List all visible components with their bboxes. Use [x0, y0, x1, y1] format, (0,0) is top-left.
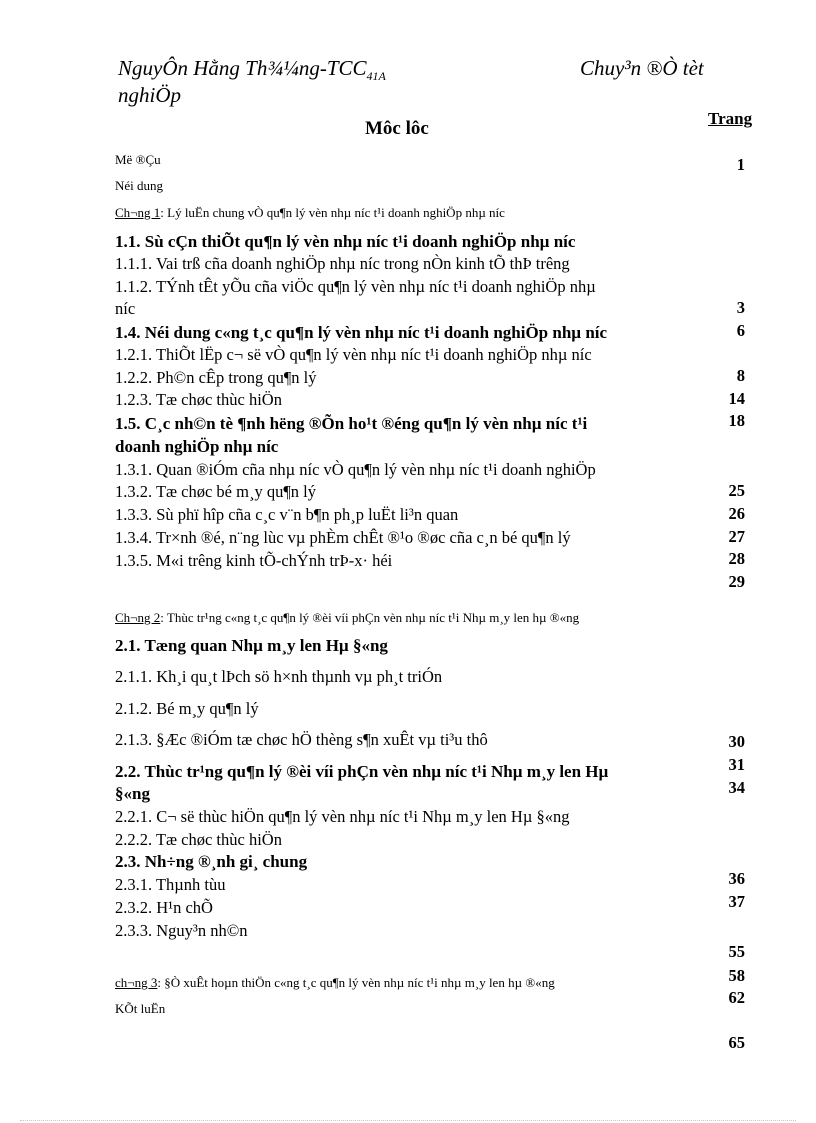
- toc-line: 2.2.2. Tæ chøc thùc hiÖn: [115, 830, 282, 849]
- page-column-label: Trang: [708, 109, 753, 128]
- page-number: 65: [728, 1033, 745, 1052]
- toc-chapter-line: [115, 975, 555, 991]
- page-number: 30: [728, 732, 745, 751]
- toc-chapter-line: [115, 205, 505, 221]
- toc-section: 2.2. Thùc tr¹ng qu¶n lý ®èi víi phÇn vèn nhµ níc t¹i Nhµ m¸y len Hµ: [115, 762, 609, 781]
- toc-section: 1.5. C¸c nh©n tè ¶nh hëng ®Õn ho¹t ®éng qu¶n lý vèn nhµ níc t¹i: [115, 414, 588, 433]
- page-number: 34: [728, 778, 745, 797]
- chapter-label: ch¬ng 3: [115, 975, 158, 990]
- chapter-label: Ch¬ng 2: [115, 610, 161, 625]
- toc-line: 2.3.3. Nguy³n nh©n: [115, 921, 248, 940]
- toc-line: 2.1.2. Bé m¸y qu¶n lý: [115, 699, 259, 718]
- toc-line: 1.3.3. Sù phï hîp cña c¸c v¨n b¶n ph¸p luËt li³n quan: [115, 505, 459, 524]
- page-number: 37: [728, 892, 745, 911]
- page-number: 28: [728, 549, 745, 568]
- toc-line: 1.3.1. Quan ®iÓm cña nhµ níc vÒ qu¶n lý vèn nhµ níc t¹i doanh nghiÖp: [115, 460, 596, 479]
- toc-line: 1.2.2. Ph©n cÊp trong qu¶n lý: [115, 368, 317, 387]
- page-number: 18: [728, 411, 745, 430]
- toc-line: 1.3.4. Tr×nh ®é, n¨ng lùc vµ phÈm chÊt ®¹o ®øc cña c¸n bé qu¶n lý: [115, 528, 571, 547]
- page-number: 62: [728, 988, 745, 1007]
- page-number: 25: [728, 481, 745, 500]
- toc-line: KÕt luËn: [115, 1001, 166, 1016]
- toc-line: níc: [115, 299, 136, 318]
- header-left2: nghiÖp: [118, 83, 181, 107]
- page-number: 58: [728, 966, 745, 985]
- toc-line: 1.1.1. Vai trß cña doanh nghiÖp nhµ níc trong nÒn kinh tÕ thÞ trêng: [115, 254, 570, 273]
- toc-line: 1.3.2. Tæ chøc bé m¸y qu¶n lý: [115, 482, 317, 501]
- chapter-title: : §Ò xuÊt hoµn thiÖn c«ng t¸c qu¶n lý vèn nhµ níc t¹i nhµ m¸y len hµ ®«ng: [157, 975, 555, 990]
- page-number: 55: [728, 942, 745, 961]
- page-number: 26: [728, 504, 745, 523]
- page-number: 31: [728, 755, 745, 774]
- page-number: 27: [728, 527, 745, 546]
- toc-line: Më ®Çu: [115, 152, 161, 167]
- toc-section: doanh nghiÖp nhµ níc: [115, 437, 279, 456]
- header-author-text: NguyÔn Hằng Th¾¼ng-TCC: [118, 56, 367, 80]
- toc-section: 1.4. Néi dung c«ng t¸c qu¶n lý vèn nhµ níc t¹i doanh nghiÖp nhµ níc: [115, 323, 608, 342]
- chapter-title: : Thùc tr¹ng c«ng t¸c qu¶n lý ®èi víi phÇn vèn nhµ níc t¹i Nhµ m¸y len hµ ®«ng: [160, 610, 580, 625]
- toc-line: 2.3.2. H¹n chÕ: [115, 898, 213, 917]
- toc-section: 2.1. Tæng quan Nhµ m¸y len Hµ §«ng: [115, 636, 388, 655]
- toc-line: 1.1.2. TÝnh tÊt yÕu cña viÖc qu¶n lý vèn nhµ níc t¹i doanh nghiÖp nhµ: [115, 277, 596, 296]
- toc-line: 2.3.1. Thµnh tùu: [115, 875, 226, 894]
- toc-section: 2.3. Nh÷ng ®¸nh gi¸ chung: [115, 852, 308, 871]
- page-number: 29: [728, 572, 745, 591]
- page-number: 6: [736, 321, 745, 340]
- toc-line: 1.3.5. M«i trêng kinh tÕ-chÝnh trÞ-x· héi: [115, 551, 393, 570]
- page-number: 1: [736, 155, 745, 174]
- header-author: [118, 56, 386, 84]
- toc-title: Môc lôc: [365, 118, 429, 139]
- page-number: 14: [728, 389, 745, 408]
- header-author-sub: 41A: [366, 69, 386, 84]
- page-number: 8: [736, 366, 745, 385]
- header-right: Chuy³n ®Ò tèt: [580, 56, 704, 80]
- toc-line: Néi dung: [115, 178, 164, 193]
- page-bottom-divider: [20, 1120, 796, 1121]
- toc-line: 1.2.1. ThiÕt lËp c¬ së vÒ qu¶n lý vèn nhµ níc t¹i doanh nghiÖp nhµ níc: [115, 345, 592, 364]
- chapter-title: : Lý luËn chung vÒ qu¶n lý vèn nhµ níc t¹i doanh nghiÖp nhµ níc: [160, 205, 505, 220]
- toc-line: 1.2.3. Tæ chøc thùc hiÖn: [115, 390, 282, 409]
- toc-section: §«ng: [115, 784, 150, 803]
- toc-section: 1.1. Sù cÇn thiÕt qu¶n lý vèn nhµ níc t¹i doanh nghiÖp nhµ níc: [115, 232, 576, 251]
- page-number: 3: [736, 298, 745, 317]
- toc-chapter-line: [115, 610, 579, 626]
- toc-line: 2.2.1. C¬ së thùc hiÖn qu¶n lý vèn nhµ níc t¹i Nhµ m¸y len Hµ §«ng: [115, 807, 570, 826]
- page-number: 36: [728, 869, 745, 888]
- toc-line: 2.1.1. Kh¸i qu¸t lÞch sö h×nh thµnh vµ ph¸t triÓn: [115, 667, 443, 686]
- toc-line: 2.1.3. §Æc ®iÓm tæ chøc hÖ thèng s¶n xuÊt vµ ti³u thô: [115, 730, 488, 749]
- chapter-label: Ch¬ng 1: [115, 205, 161, 220]
